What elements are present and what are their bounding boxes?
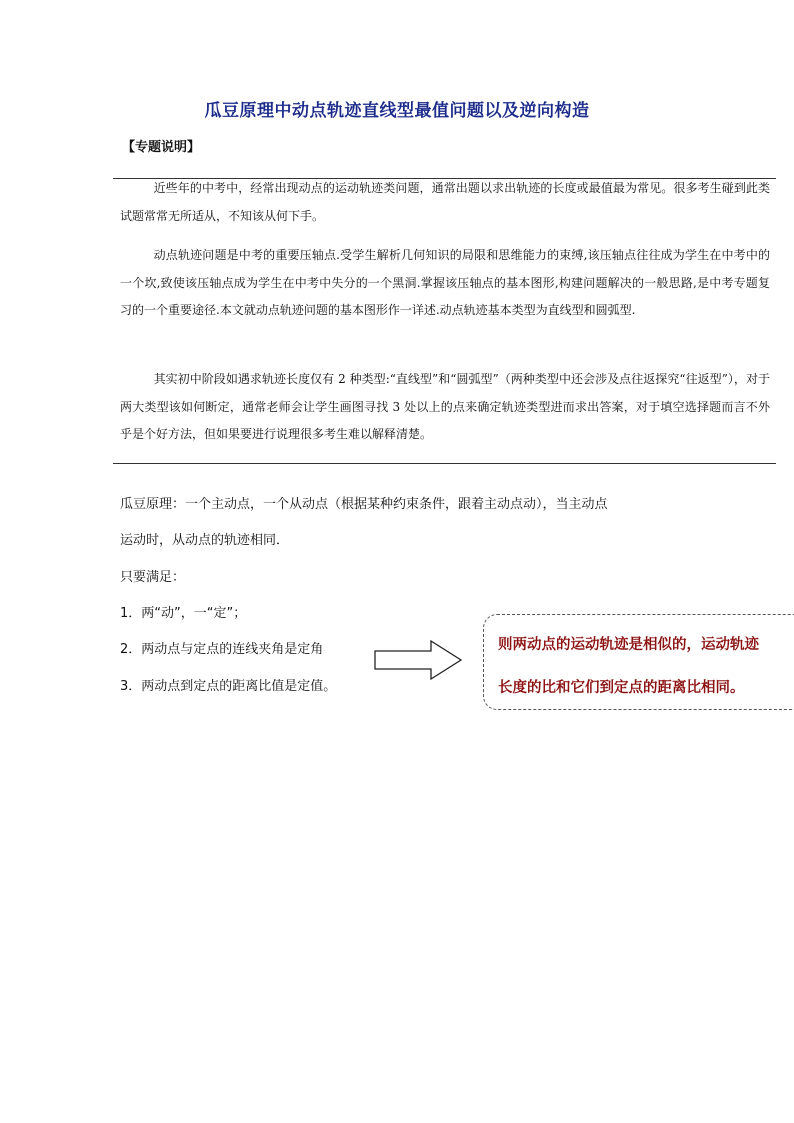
condition-3: 3．两动点到定点的距离比值是定值。	[120, 679, 337, 694]
intro-paragraph-2: 动点轨迹问题是中考的重要压轴点.受学生解析几何知识的局限和思维能力的束缚,该压轴点往往成为学生在中考中的一个坎,致使该压轴点成为学生在中考中失分的一个黑洞.掌握该压轴点的基本图形,构建问题解决的一般思路,是中考专题复习的一个重要途径.本文就动点轨迹问题的基本图形作一详述.动点轨迹基本类型为直线型和圆弧型.	[120, 248, 770, 317]
section-label: 【专题说明】	[122, 140, 201, 155]
principle-line-2: 运动时，从动点的轨迹相同．	[120, 533, 290, 548]
bottom-rule	[113, 463, 776, 464]
condition-2: 2．两动点与定点的连线夹角是定角	[120, 642, 324, 657]
intro-paragraph-3: 其实初中阶段如遇求轨迹长度仅有 2 种类型:“直线型”和“圆弧型”（两种类型中还会涉及点往返探究“往返型”），对于两大类型该如何断定，通常老师会让学生画图寻找 3 处以上的点来确定轨迹类型进而求出答案，对于填空选择题而言不外乎是个好方法，但如果要进行说理很多考生难以解释清楚。	[120, 372, 770, 441]
callout-line-1: 则两动点的运动轨迹是相似的，运动轨迹	[498, 637, 759, 653]
condition-intro: 只要满足：	[120, 570, 186, 585]
intro-paragraph-1: 近些年的中考中，经常出现动点的运动轨迹类问题，通常出题以求出轨迹的长度或最值最为常见。很多考生碰到此类试题常常无所适从，不知该从何下手。	[120, 181, 770, 223]
document-title: 瓜豆原理中动点轨迹直线型最值问题以及逆向构造	[204, 101, 590, 121]
principle-line-1: 瓜豆原理：一个主动点，一个从动点（根据某种约束条件，跟着主动点动），当主动点	[120, 497, 608, 512]
right-arrow-icon	[373, 639, 463, 681]
condition-1: 1．两“动”，一“定”；	[120, 606, 247, 621]
callout-line-2: 长度的比和它们到定点的距离比相同。	[498, 680, 745, 696]
